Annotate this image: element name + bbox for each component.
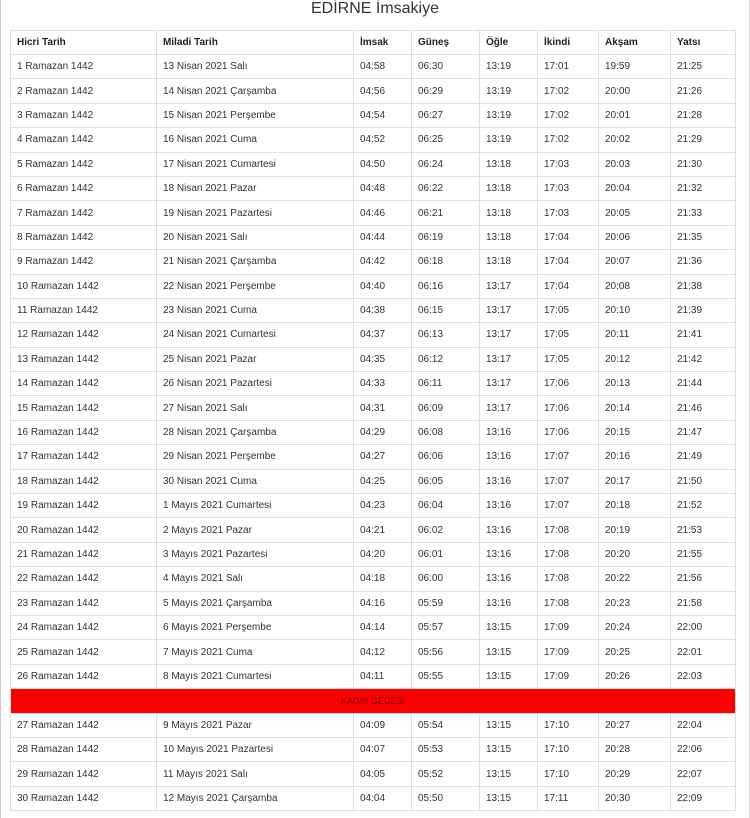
table-row	[11, 201, 736, 225]
cell-imsak: 04:44	[354, 225, 412, 249]
cell-ikindi: 17:11	[538, 786, 599, 810]
cell-yatsi: 21:38	[671, 274, 736, 298]
cell-gunes: 06:15	[412, 298, 480, 322]
cell-yatsi: 21:36	[671, 250, 736, 274]
cell-ogle: 13:16	[480, 420, 538, 444]
column-header-ikindi: İkindi	[538, 31, 599, 55]
cell-ikindi: 17:04	[538, 225, 599, 249]
cell-yatsi: 21:26	[671, 79, 736, 103]
cell-miladi: 30 Nisan 2021 Cuma	[157, 469, 354, 493]
cell-ogle: 13:16	[480, 542, 538, 566]
cell-hicri: 23 Ramazan 1442	[11, 591, 157, 615]
table-body	[11, 55, 736, 811]
cell-imsak: 04:11	[354, 664, 412, 688]
cell-yatsi: 22:06	[671, 737, 736, 761]
cell-yatsi: 21:55	[671, 542, 736, 566]
cell-miladi: 19 Nisan 2021 Pazartesi	[157, 201, 354, 225]
cell-ogle: 13:16	[480, 494, 538, 518]
cell-yatsi: 21:56	[671, 567, 736, 591]
cell-ikindi: 17:02	[538, 79, 599, 103]
cell-gunes: 06:29	[412, 79, 480, 103]
cell-yatsi: 21:42	[671, 347, 736, 371]
cell-ikindi: 17:03	[538, 201, 599, 225]
cell-gunes: 05:54	[412, 713, 480, 737]
cell-ikindi: 17:02	[538, 128, 599, 152]
cell-ogle: 13:19	[480, 79, 538, 103]
page-title: EDİRNE İmsakiye	[310, 0, 440, 17]
cell-yatsi: 21:49	[671, 445, 736, 469]
cell-ikindi: 17:01	[538, 55, 599, 79]
cell-ikindi: 17:05	[538, 323, 599, 347]
cell-ikindi: 17:10	[538, 737, 599, 761]
cell-yatsi: 22:07	[671, 762, 736, 786]
cell-yatsi: 21:46	[671, 396, 736, 420]
cell-yatsi: 21:39	[671, 298, 736, 322]
cell-ikindi: 17:07	[538, 445, 599, 469]
cell-ikindi: 17:10	[538, 713, 599, 737]
cell-imsak: 04:56	[354, 79, 412, 103]
table-row	[11, 79, 736, 103]
cell-hicri: 7 Ramazan 1442	[11, 201, 157, 225]
column-header-aksam: Akşam	[599, 31, 671, 55]
cell-aksam: 20:23	[599, 591, 671, 615]
cell-aksam: 20:16	[599, 445, 671, 469]
cell-imsak: 04:42	[354, 250, 412, 274]
cell-gunes: 05:52	[412, 762, 480, 786]
cell-imsak: 04:38	[354, 298, 412, 322]
cell-miladi: 4 Mayıs 2021 Salı	[157, 567, 354, 591]
cell-imsak: 04:33	[354, 372, 412, 396]
cell-hicri: 25 Ramazan 1442	[11, 640, 157, 664]
cell-yatsi: 21:41	[671, 323, 736, 347]
cell-miladi: 26 Nisan 2021 Pazartesi	[157, 372, 354, 396]
cell-ikindi: 17:10	[538, 762, 599, 786]
cell-aksam: 20:20	[599, 542, 671, 566]
cell-ogle: 13:18	[480, 225, 538, 249]
cell-aksam: 20:17	[599, 469, 671, 493]
cell-aksam: 20:30	[599, 786, 671, 810]
cell-yatsi: 21:44	[671, 372, 736, 396]
cell-yatsi: 21:50	[671, 469, 736, 493]
table-row	[11, 445, 736, 469]
cell-miladi: 14 Nisan 2021 Çarşamba	[157, 79, 354, 103]
cell-imsak: 04:09	[354, 713, 412, 737]
cell-gunes: 06:30	[412, 55, 480, 79]
cell-hicri: 10 Ramazan 1442	[11, 274, 157, 298]
cell-miladi: 11 Mayıs 2021 Salı	[157, 762, 354, 786]
cell-ikindi: 17:09	[538, 615, 599, 639]
cell-aksam: 20:06	[599, 225, 671, 249]
cell-ogle: 13:16	[480, 591, 538, 615]
cell-aksam: 20:28	[599, 737, 671, 761]
cell-hicri: 21 Ramazan 1442	[11, 542, 157, 566]
cell-imsak: 04:21	[354, 518, 412, 542]
cell-yatsi: 21:32	[671, 176, 736, 200]
cell-hicri: 16 Ramazan 1442	[11, 420, 157, 444]
cell-yatsi: 22:09	[671, 786, 736, 810]
cell-miladi: 12 Mayıs 2021 Çarşamba	[157, 786, 354, 810]
cell-aksam: 20:13	[599, 372, 671, 396]
cell-imsak: 04:29	[354, 420, 412, 444]
cell-miladi: 20 Nisan 2021 Salı	[157, 225, 354, 249]
cell-ogle: 13:17	[480, 298, 538, 322]
cell-yatsi: 21:29	[671, 128, 736, 152]
cell-imsak: 04:40	[354, 274, 412, 298]
cell-miladi: 3 Mayıs 2021 Pazartesi	[157, 542, 354, 566]
cell-gunes: 06:12	[412, 347, 480, 371]
table-row	[11, 591, 736, 615]
cell-imsak: 04:14	[354, 615, 412, 639]
cell-aksam: 20:04	[599, 176, 671, 200]
cell-hicri: 2 Ramazan 1442	[11, 79, 157, 103]
cell-imsak: 04:20	[354, 542, 412, 566]
cell-miladi: 24 Nisan 2021 Cumartesi	[157, 323, 354, 347]
cell-ogle: 13:17	[480, 372, 538, 396]
column-header-hicri: Hicri Tarih	[11, 31, 157, 55]
kadir-gecesi-label: KADIR GECESİ	[11, 689, 736, 713]
cell-gunes: 06:08	[412, 420, 480, 444]
cell-miladi: 6 Mayıs 2021 Perşembe	[157, 615, 354, 639]
cell-yatsi: 22:00	[671, 615, 736, 639]
cell-gunes: 06:27	[412, 103, 480, 127]
cell-aksam: 20:03	[599, 152, 671, 176]
cell-aksam: 20:22	[599, 567, 671, 591]
cell-miladi: 29 Nisan 2021 Perşembe	[157, 445, 354, 469]
cell-ikindi: 17:06	[538, 396, 599, 420]
cell-hicri: 14 Ramazan 1442	[11, 372, 157, 396]
cell-yatsi: 21:53	[671, 518, 736, 542]
cell-imsak: 04:05	[354, 762, 412, 786]
cell-hicri: 13 Ramazan 1442	[11, 347, 157, 371]
cell-ogle: 13:17	[480, 396, 538, 420]
cell-ikindi: 17:08	[538, 518, 599, 542]
cell-miladi: 9 Mayıs 2021 Pazar	[157, 713, 354, 737]
cell-ikindi: 17:04	[538, 274, 599, 298]
cell-gunes: 05:50	[412, 786, 480, 810]
cell-imsak: 04:18	[354, 567, 412, 591]
cell-ogle: 13:17	[480, 274, 538, 298]
cell-ogle: 13:19	[480, 55, 538, 79]
cell-aksam: 20:29	[599, 762, 671, 786]
cell-miladi: 1 Mayıs 2021 Cumartesi	[157, 494, 354, 518]
cell-imsak: 04:37	[354, 323, 412, 347]
table-row	[11, 396, 736, 420]
cell-ogle: 13:17	[480, 323, 538, 347]
cell-ogle: 13:15	[480, 713, 538, 737]
imsakiye-table	[10, 30, 736, 811]
cell-ikindi: 17:05	[538, 298, 599, 322]
cell-hicri: 22 Ramazan 1442	[11, 567, 157, 591]
cell-ikindi: 17:07	[538, 494, 599, 518]
column-header-yatsi: Yatsı	[671, 31, 736, 55]
cell-miladi: 10 Mayıs 2021 Pazartesi	[157, 737, 354, 761]
cell-hicri: 11 Ramazan 1442	[11, 298, 157, 322]
cell-imsak: 04:07	[354, 737, 412, 761]
cell-miladi: 7 Mayıs 2021 Cuma	[157, 640, 354, 664]
cell-hicri: 30 Ramazan 1442	[11, 786, 157, 810]
cell-ogle: 13:16	[480, 567, 538, 591]
cell-ogle: 13:19	[480, 103, 538, 127]
cell-ogle: 13:16	[480, 469, 538, 493]
cell-imsak: 04:16	[354, 591, 412, 615]
cell-hicri: 29 Ramazan 1442	[11, 762, 157, 786]
cell-imsak: 04:48	[354, 176, 412, 200]
cell-imsak: 04:04	[354, 786, 412, 810]
cell-ikindi: 17:06	[538, 372, 599, 396]
table-row	[11, 323, 736, 347]
cell-yatsi: 21:28	[671, 103, 736, 127]
cell-hicri: 18 Ramazan 1442	[11, 469, 157, 493]
column-header-imsak: İmsak	[354, 31, 412, 55]
cell-ogle: 13:19	[480, 128, 538, 152]
cell-gunes: 06:02	[412, 518, 480, 542]
cell-yatsi: 21:47	[671, 420, 736, 444]
cell-miladi: 27 Nisan 2021 Salı	[157, 396, 354, 420]
cell-aksam: 20:18	[599, 494, 671, 518]
table-row	[11, 469, 736, 493]
cell-gunes: 06:00	[412, 567, 480, 591]
cell-aksam: 20:25	[599, 640, 671, 664]
cell-ikindi: 17:08	[538, 591, 599, 615]
cell-ogle: 13:15	[480, 664, 538, 688]
cell-gunes: 05:59	[412, 591, 480, 615]
cell-aksam: 20:00	[599, 79, 671, 103]
cell-aksam: 20:14	[599, 396, 671, 420]
cell-ikindi: 17:08	[538, 567, 599, 591]
cell-hicri: 17 Ramazan 1442	[11, 445, 157, 469]
cell-hicri: 8 Ramazan 1442	[11, 225, 157, 249]
table-row	[11, 225, 736, 249]
cell-imsak: 04:46	[354, 201, 412, 225]
cell-ogle: 13:18	[480, 201, 538, 225]
table-row	[11, 250, 736, 274]
cell-imsak: 04:23	[354, 494, 412, 518]
cell-hicri: 12 Ramazan 1442	[11, 323, 157, 347]
cell-miladi: 25 Nisan 2021 Pazar	[157, 347, 354, 371]
cell-aksam: 20:07	[599, 250, 671, 274]
cell-ikindi: 17:09	[538, 664, 599, 688]
cell-yatsi: 21:33	[671, 201, 736, 225]
cell-aksam: 20:08	[599, 274, 671, 298]
table-row	[11, 103, 736, 127]
table-row	[11, 494, 736, 518]
cell-miladi: 21 Nisan 2021 Çarşamba	[157, 250, 354, 274]
cell-ogle: 13:17	[480, 347, 538, 371]
table-row	[11, 372, 736, 396]
table-row	[11, 542, 736, 566]
cell-ogle: 13:18	[480, 152, 538, 176]
cell-gunes: 06:25	[412, 128, 480, 152]
cell-yatsi: 22:03	[671, 664, 736, 688]
cell-gunes: 06:18	[412, 250, 480, 274]
cell-ikindi: 17:02	[538, 103, 599, 127]
cell-imsak: 04:31	[354, 396, 412, 420]
table-row	[11, 298, 736, 322]
cell-ikindi: 17:08	[538, 542, 599, 566]
cell-gunes: 06:22	[412, 176, 480, 200]
column-header-gunes: Güneş	[412, 31, 480, 55]
column-header-miladi: Miladi Tarih	[157, 31, 354, 55]
table-row	[11, 737, 736, 761]
cell-imsak: 04:35	[354, 347, 412, 371]
cell-gunes: 05:53	[412, 737, 480, 761]
cell-imsak: 04:12	[354, 640, 412, 664]
cell-hicri: 9 Ramazan 1442	[11, 250, 157, 274]
cell-gunes: 06:16	[412, 274, 480, 298]
cell-aksam: 20:02	[599, 128, 671, 152]
cell-miladi: 8 Mayıs 2021 Cumartesi	[157, 664, 354, 688]
cell-ogle: 13:16	[480, 445, 538, 469]
table-row	[11, 664, 736, 688]
cell-aksam: 20:11	[599, 323, 671, 347]
cell-ikindi: 17:09	[538, 640, 599, 664]
table-row	[11, 713, 736, 737]
cell-hicri: 4 Ramazan 1442	[11, 128, 157, 152]
cell-miladi: 13 Nisan 2021 Salı	[157, 55, 354, 79]
cell-hicri: 27 Ramazan 1442	[11, 713, 157, 737]
cell-hicri: 1 Ramazan 1442	[11, 55, 157, 79]
cell-aksam: 20:12	[599, 347, 671, 371]
cell-gunes: 05:55	[412, 664, 480, 688]
cell-imsak: 04:50	[354, 152, 412, 176]
cell-gunes: 06:05	[412, 469, 480, 493]
cell-aksam: 19:59	[599, 55, 671, 79]
cell-imsak: 04:25	[354, 469, 412, 493]
cell-imsak: 04:27	[354, 445, 412, 469]
cell-imsak: 04:54	[354, 103, 412, 127]
cell-yatsi: 21:25	[671, 55, 736, 79]
table-row	[11, 762, 736, 786]
table-row	[11, 615, 736, 639]
cell-gunes: 06:01	[412, 542, 480, 566]
cell-hicri: 5 Ramazan 1442	[11, 152, 157, 176]
cell-miladi: 15 Nisan 2021 Perşembe	[157, 103, 354, 127]
cell-imsak: 04:58	[354, 55, 412, 79]
table-row	[11, 274, 736, 298]
cell-gunes: 06:06	[412, 445, 480, 469]
cell-gunes: 06:04	[412, 494, 480, 518]
cell-ogle: 13:15	[480, 615, 538, 639]
cell-aksam: 20:01	[599, 103, 671, 127]
table-row	[11, 55, 736, 79]
table-row	[11, 786, 736, 810]
cell-yatsi: 21:52	[671, 494, 736, 518]
cell-hicri: 24 Ramazan 1442	[11, 615, 157, 639]
cell-ikindi: 17:07	[538, 469, 599, 493]
cell-ikindi: 17:05	[538, 347, 599, 371]
cell-hicri: 3 Ramazan 1442	[11, 103, 157, 127]
cell-yatsi: 21:58	[671, 591, 736, 615]
cell-gunes: 06:09	[412, 396, 480, 420]
table-row	[11, 518, 736, 542]
cell-miladi: 22 Nisan 2021 Perşembe	[157, 274, 354, 298]
cell-ogle: 13:18	[480, 250, 538, 274]
table-row	[11, 567, 736, 591]
cell-aksam: 20:10	[599, 298, 671, 322]
cell-miladi: 28 Nisan 2021 Çarşamba	[157, 420, 354, 444]
table-row	[11, 640, 736, 664]
cell-aksam: 20:24	[599, 615, 671, 639]
cell-gunes: 06:19	[412, 225, 480, 249]
cell-ikindi: 17:03	[538, 152, 599, 176]
column-header-ogle: Öğle	[480, 31, 538, 55]
cell-imsak: 04:52	[354, 128, 412, 152]
cell-gunes: 06:13	[412, 323, 480, 347]
cell-yatsi: 22:04	[671, 713, 736, 737]
cell-aksam: 20:27	[599, 713, 671, 737]
table-row	[11, 128, 736, 152]
cell-miladi: 23 Nisan 2021 Cuma	[157, 298, 354, 322]
cell-miladi: 5 Mayıs 2021 Çarşamba	[157, 591, 354, 615]
cell-hicri: 26 Ramazan 1442	[11, 664, 157, 688]
cell-hicri: 20 Ramazan 1442	[11, 518, 157, 542]
cell-miladi: 2 Mayıs 2021 Pazar	[157, 518, 354, 542]
cell-gunes: 05:57	[412, 615, 480, 639]
table-row	[11, 347, 736, 371]
kadir-gecesi-row	[11, 689, 736, 713]
cell-ikindi: 17:04	[538, 250, 599, 274]
cell-ogle: 13:18	[480, 176, 538, 200]
cell-aksam: 20:05	[599, 201, 671, 225]
cell-ikindi: 17:06	[538, 420, 599, 444]
cell-ogle: 13:16	[480, 518, 538, 542]
cell-yatsi: 22:01	[671, 640, 736, 664]
cell-gunes: 06:11	[412, 372, 480, 396]
cell-miladi: 17 Nisan 2021 Cumartesi	[157, 152, 354, 176]
table-row	[11, 420, 736, 444]
cell-ikindi: 17:03	[538, 176, 599, 200]
cell-aksam: 20:26	[599, 664, 671, 688]
cell-hicri: 15 Ramazan 1442	[11, 396, 157, 420]
table-header-row	[11, 31, 736, 55]
cell-yatsi: 21:30	[671, 152, 736, 176]
cell-ogle: 13:15	[480, 640, 538, 664]
cell-gunes: 06:24	[412, 152, 480, 176]
cell-gunes: 06:21	[412, 201, 480, 225]
cell-ogle: 13:15	[480, 737, 538, 761]
cell-hicri: 6 Ramazan 1442	[11, 176, 157, 200]
cell-aksam: 20:15	[599, 420, 671, 444]
cell-gunes: 05:56	[412, 640, 480, 664]
cell-hicri: 28 Ramazan 1442	[11, 737, 157, 761]
cell-aksam: 20:19	[599, 518, 671, 542]
table-row	[11, 176, 736, 200]
cell-ogle: 13:15	[480, 762, 538, 786]
cell-miladi: 16 Nisan 2021 Cuma	[157, 128, 354, 152]
table-row	[11, 152, 736, 176]
cell-ogle: 13:15	[480, 786, 538, 810]
cell-yatsi: 21:35	[671, 225, 736, 249]
cell-miladi: 18 Nisan 2021 Pazar	[157, 176, 354, 200]
cell-hicri: 19 Ramazan 1442	[11, 494, 157, 518]
